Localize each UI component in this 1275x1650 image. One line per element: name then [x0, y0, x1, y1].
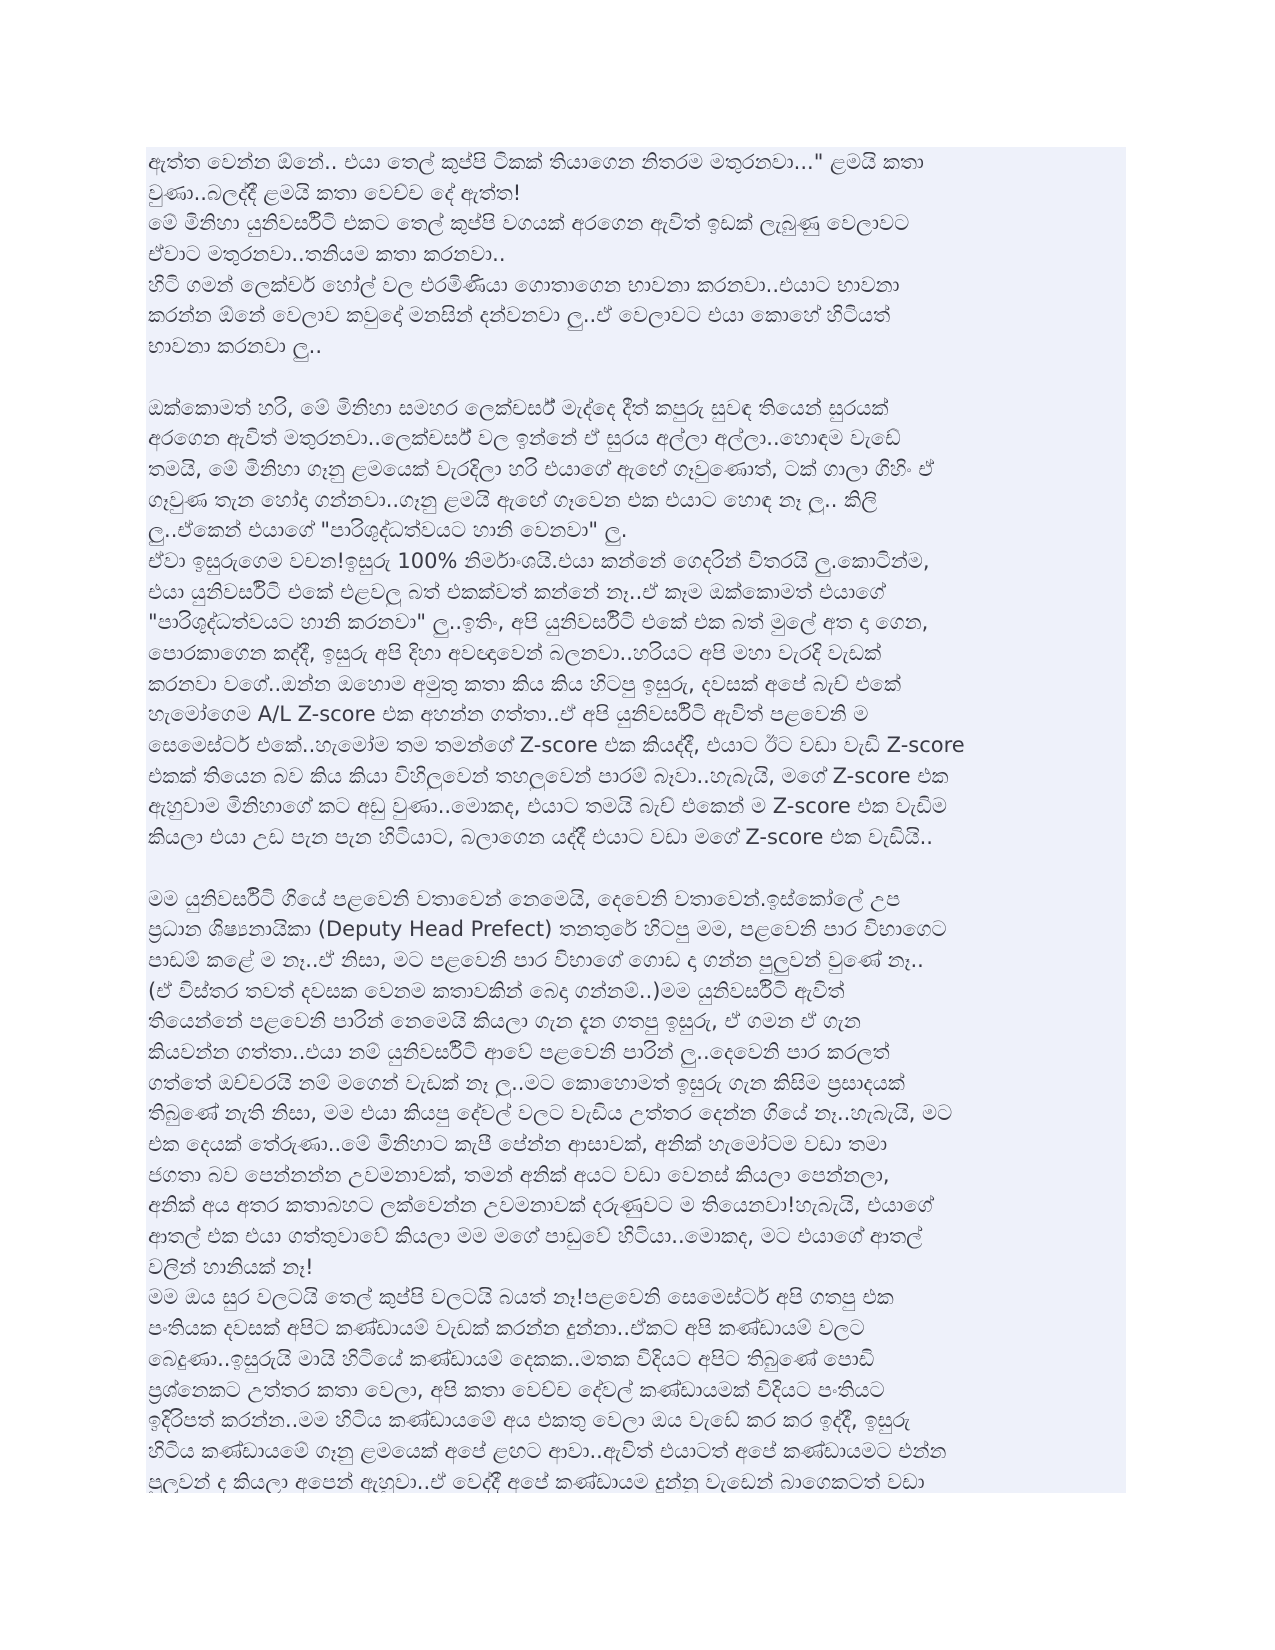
text-line: ජගතා බව පෙන්නන්න උවමනාවක්, තමන් අනික් අයට වඩා වෙනස් කියලා පෙන්නලා, — [148, 1162, 890, 1187]
text-line: කරන්න ඕනේ වෙලාව කවුදෝ මනසින් දන්වනවා ලු..ඒ වෙලාවට එයා කොහේ හිටියත් — [148, 303, 891, 328]
blank-line — [146, 853, 1126, 884]
text-line: බෙදුණා..ඉසුරුයි මායි හිටියේ කණ්ඩායම් දෙකක..මතක විදියට අපිට තිබුණේ පොඩි — [148, 1346, 875, 1371]
text-line: ආතල් එක එයා ගත්තුවාවේ කියලා මම මගේ පාඩුවේ හිටියා..මොකද, මට එයාගේ ආතල් — [148, 1224, 923, 1249]
text-line: තියෙන්නේ පළවෙනි පාරින් නෙමෙයි කියලා ගැන දැන ගතපු ඉසුරු, ඒ ගමන ඒ ගැන — [148, 1009, 861, 1034]
text-line: තිබුණේ නැති නිසා, මම එයා කියපු දේවල් වලට වැඩිය උත්තර දෙන්න ගියේ නෑ..හැබැයි, මට — [148, 1101, 953, 1126]
text-line: මේ මිනිහා යුනිවර්සිටි එකට තෙල් කුප්පි වගයක් අරගෙන ඇවිත් ඉඩක් ලැබුණු වෙලාවට — [148, 211, 910, 236]
text-line: පංතියක දවසක් අපිට කණ්ඩායම් වැඩක් කරන්න දුන්නා..ඒකට අපි කණ්ඩායම් වලට — [148, 1316, 865, 1341]
text-line: ප්‍රශ්නෙකට උත්තර කතා වෙලා, අපි කතා වෙච්ච දේවල් කණ්ඩායමක් විදියට පංතියට — [148, 1377, 885, 1402]
text-line: මම ඔය සුර වලටයි තෙල් කුප්පි වලටයි බයත් නෑ!පළවෙනි සෙමෙස්ටර් අපි ගතපු එක — [148, 1285, 894, 1310]
text-line: ඒවාට මතුරනවා..තනියම කතා කරනවා.. — [148, 242, 506, 267]
text-line: ගත්තේ ඔච්චරයි නම් මගෙන් වැඩක් නෑ ලු..මට කොහොමත් ඉසුරු ගැන කිසිම ප්‍රසාදයක් — [148, 1070, 905, 1095]
blank-line — [146, 362, 1126, 393]
text-line: වුණා..බලද්දී ළමයි කතා වෙච්ච දේ ඇත්ත! — [148, 180, 522, 205]
document-text-block — [146, 147, 1126, 1493]
text-line: අරගෙන ඇවිත් මතුරනවා..ලෙක්චර්ස් වල ඉන්නේ ඒ සුරය අල්ලා අල්ලා..හොඳම වැඩේ — [148, 426, 901, 451]
text-line: හැමෝගෙම A/L Z-score එක අහන්න ගත්තා..ඒ අපි යුනිවර්සිටි ඇවිත් පළවෙනි ම — [148, 702, 869, 727]
text-line: අනික් අය අතර කතාබහට ලක්වෙන්න උවමනාවක් දරුණුවට ම තියෙනවා!හැබැයි, එයාගේ — [148, 1193, 933, 1218]
text-line: ඇත්ත වෙන්න ඕනේ.. එයා තෙල් කුප්පි ටිකක් තියාගෙන නිතරම මතුරනවා..." ළමයි කතා — [148, 150, 924, 174]
text-line: පාඩම් කළේ ම නෑ..ඒ නිසා, මට පළවෙනි පාර විභාගේ ගොඩ දා ගන්න පුලුවන් වුණේ නෑ.. — [148, 947, 924, 972]
text-line: ඔක්කොමත් හරි, මේ මිනිහා සමහර ලෙක්චර්ස් මැද්දෙ දීත් කපුරු සුවඳ තියෙන් සුරයක් — [148, 395, 889, 420]
text-line: හිටි ගමන් ලෙක්චර් හෝල් වල එරමිණියා ගොතාගෙන භාවනා කරනවා..එයාට භාවනා — [148, 272, 900, 297]
text-line: "පාරිශුද්ධත්වයට හානි කරනවා" ලු..ඉතිං, අපි යුනිවර්සිටි එකේ එක බත් මුලේ අත දා ගෙන, — [148, 610, 929, 635]
text-line: ගෑවුණ තැන හෝදා ගන්නවා..ගෑනු ළමයි ඇඟේ ගෑවෙන එක එයාට හොඳ නෑ ලු.. කිලි — [148, 487, 878, 512]
text-line: මම යුනිවර්සිටි ගියේ පළවෙනි වතාවෙන් නෙමෙයි, දෙවෙනි වතාවෙන්.ඉස්කෝලේ උප — [148, 886, 901, 911]
text-line: තමයි, මේ මිනිහා ගෑනු ළමයෙක් වැරදිලා හරි එයාගේ ඇඟේ ගෑවුණොත්, ටක් ගාලා ගිහිං ඒ — [148, 456, 935, 481]
text-line: හිටිය කණ්ඩායමේ ගෑනු ළමයෙක් අපේ ළඟට ආවා..ඇවිත් එයාටත් අපේ කණ්ඩායමට එන්න — [148, 1438, 947, 1463]
text-line: එයා යුනිවර්සිටි එකේ එළවලු බත් එකක්වත් කන්නේ නෑ..ඒ කෑම ඔක්කොමත් එයාගේ — [148, 579, 885, 604]
text-line: පුලුවන් ද කියලා අපෙන් ඇහුවා..ඒ වෙද්දී අපේ කණ්ඩායම දුන්නු වැඩෙන් බාගෙකටත් වඩා — [148, 1469, 925, 1493]
text-line: ඉදිරිපත් කරන්න..මම හිටිය කණ්ඩායමේ අය එකතු වෙලා ඔය වැඩේ කර කර ඉද්දී, ඉසුරු — [148, 1408, 911, 1433]
text-line: කියලා එයා උඩ පැන පැන හිටියාට, බලාගෙන යද්දී එයාට වඩා මගේ Z-score එක වැඩියි.. — [148, 825, 933, 850]
text-line: කියවන්න ගත්තා..එයා නම් යුනිවර්සිටි ආවේ පළවෙනි පාරින් ලු..දෙවෙනි පාර කරලත් — [148, 1039, 890, 1064]
text-line: ලු..ඒකෙන් එයාගේ "පාරිශුද්ධත්වයට හානි වෙනවා" ලු. — [148, 518, 628, 543]
text-line: වලින් හානියක් නෑ! — [148, 1254, 314, 1279]
text-line: පොරකාගෙන කද්දී, ඉසුරු අපි දිහා අවඥාවෙන් බලනවා..හරියට අපි මහා වැරදි වැඩක් — [148, 641, 882, 665]
text-line: භාවනා කරනවා ලු.. — [148, 334, 323, 359]
text-line: එකක් තියෙන බව කිය කියා විහිලුවෙන් තහලුවෙන් පාරම් බෑවා..හැබැයි, මගේ Z-score එක — [148, 763, 949, 788]
text-line: (ඒ විස්තර තවත් දවසක වෙනම කතාවකින් බෙදා ගන්නම්..)මම යුනිවර්සිටි ඇවිත් — [148, 978, 845, 1003]
text-line: ඇහුවාම මිනිහාගේ කට අඩු වුණා..මොකද, එයාට තමයි බැච් එකෙන් ම Z-score එක වැඩිම — [148, 794, 947, 819]
text-line: එක දෙයක් තේරුණා..මේ මිනිහාට කැපී පේන්න ආසාවක්, අනික් හැමෝටම වඩා තමා — [148, 1132, 888, 1156]
text-line: ඒවා ඉසුරුගෙම වචන!ඉසුරු 100% නිර්මාංශයි.එයා කන්නේ ගෙදරින් විතරයි ලු.කොටින්ම, — [148, 548, 930, 573]
text-line: කරනවා වගේ..ඔන්න ඔහොම අමුතු කතා කිය කිය හිටපු ඉසුරු, දවසක් අපේ බැච් එකේ — [148, 671, 902, 696]
text-line: සෙමෙස්ටර් එකේ..හැමෝම තම තමන්ගේ Z-score එක කියද්දී, එයාට ඊට වඩා වැඩි Z-score — [148, 733, 965, 758]
text-line: ප්‍රධාන ශිෂ්‍යනායිකා (Deputy Head Prefect) තනතුරේ හිටපු මම, පළවෙනි පාර විභාගෙට — [148, 917, 947, 942]
